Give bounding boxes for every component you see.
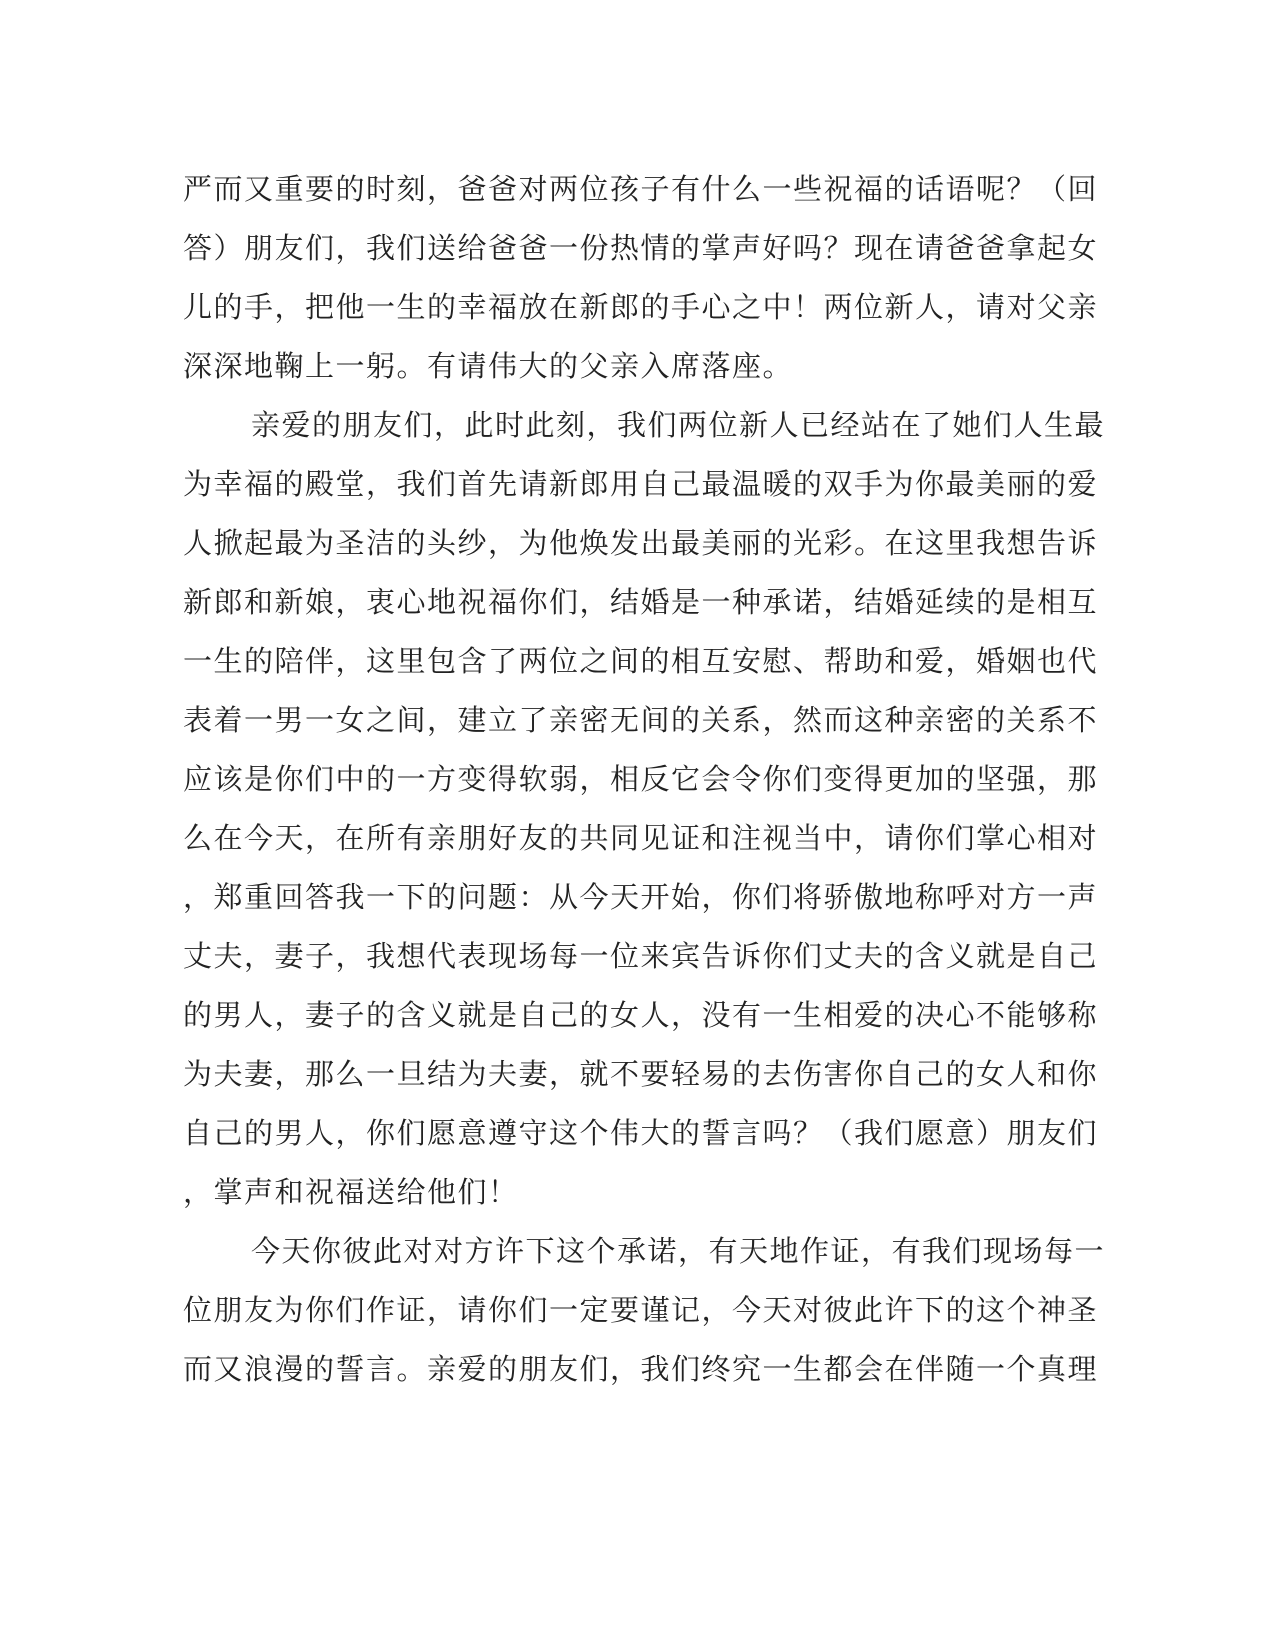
text-line: 位朋友为你们作证，请你们一定要谨记，今天对彼此许下的这个神圣	[183, 1293, 1099, 1327]
text-line: 么在今天，在所有亲朋好友的共同见证和注视当中，请你们掌心相对	[183, 821, 1099, 855]
paragraph-first-line: 亲爱的朋友们，此时此刻，我们两位新人已经站在了她们人生最	[251, 408, 1106, 442]
text-line: 新郎和新娘，衷心地祝福你们，结婚是一种承诺，结婚延续的是相互	[183, 585, 1099, 619]
text-line: 丈夫，妻子，我想代表现场每一位来宾告诉你们丈夫的含义就是自己	[183, 939, 1099, 973]
text-line: 儿的手，把他一生的幸福放在新郎的手心之中！两位新人，请对父亲	[183, 290, 1099, 324]
text-line: 一生的陪伴，这里包含了两位之间的相互安慰、帮助和爱，婚姻也代	[183, 644, 1099, 678]
text-line: 而又浪漫的誓言。亲爱的朋友们，我们终究一生都会在伴随一个真理	[183, 1352, 1099, 1386]
text-line: ，掌声和祝福送给他们！	[183, 1175, 519, 1209]
text-line: 为夫妻，那么一旦结为夫妻，就不要轻易的去伤害你自己的女人和你	[183, 1057, 1099, 1091]
text-line: 深深地鞠上一躬。有请伟大的父亲入席落座。	[183, 349, 794, 383]
text-line: 应该是你们中的一方变得软弱，相反它会令你们变得更加的坚强，那	[183, 762, 1099, 796]
text-line: 表着一男一女之间，建立了亲密无间的关系，然而这种亲密的关系不	[183, 703, 1099, 737]
text-line: 自己的男人，你们愿意遵守这个伟大的誓言吗？（我们愿意）朋友们	[183, 1116, 1099, 1150]
text-line: 为幸福的殿堂，我们首先请新郎用自己最温暖的双手为你最美丽的爱	[183, 467, 1099, 501]
text-line: 人掀起最为圣洁的头纱，为他焕发出最美丽的光彩。在这里我想告诉	[183, 526, 1099, 560]
text-line: ，郑重回答我一下的问题：从今天开始，你们将骄傲地称呼对方一声	[183, 880, 1099, 914]
text-line: 严而又重要的时刻，爸爸对两位孩子有什么一些祝福的话语呢？（回	[183, 172, 1099, 206]
body-text	[183, 160, 1106, 1399]
text-line: 的男人，妻子的含义就是自己的女人，没有一生相爱的决心不能够称	[183, 998, 1099, 1032]
paragraph-first-line: 今天你彼此对对方许下这个承诺，有天地作证，有我们现场每一	[251, 1234, 1106, 1268]
text-line: 答）朋友们，我们送给爸爸一份热情的掌声好吗？现在请爸爸拿起女	[183, 231, 1099, 265]
